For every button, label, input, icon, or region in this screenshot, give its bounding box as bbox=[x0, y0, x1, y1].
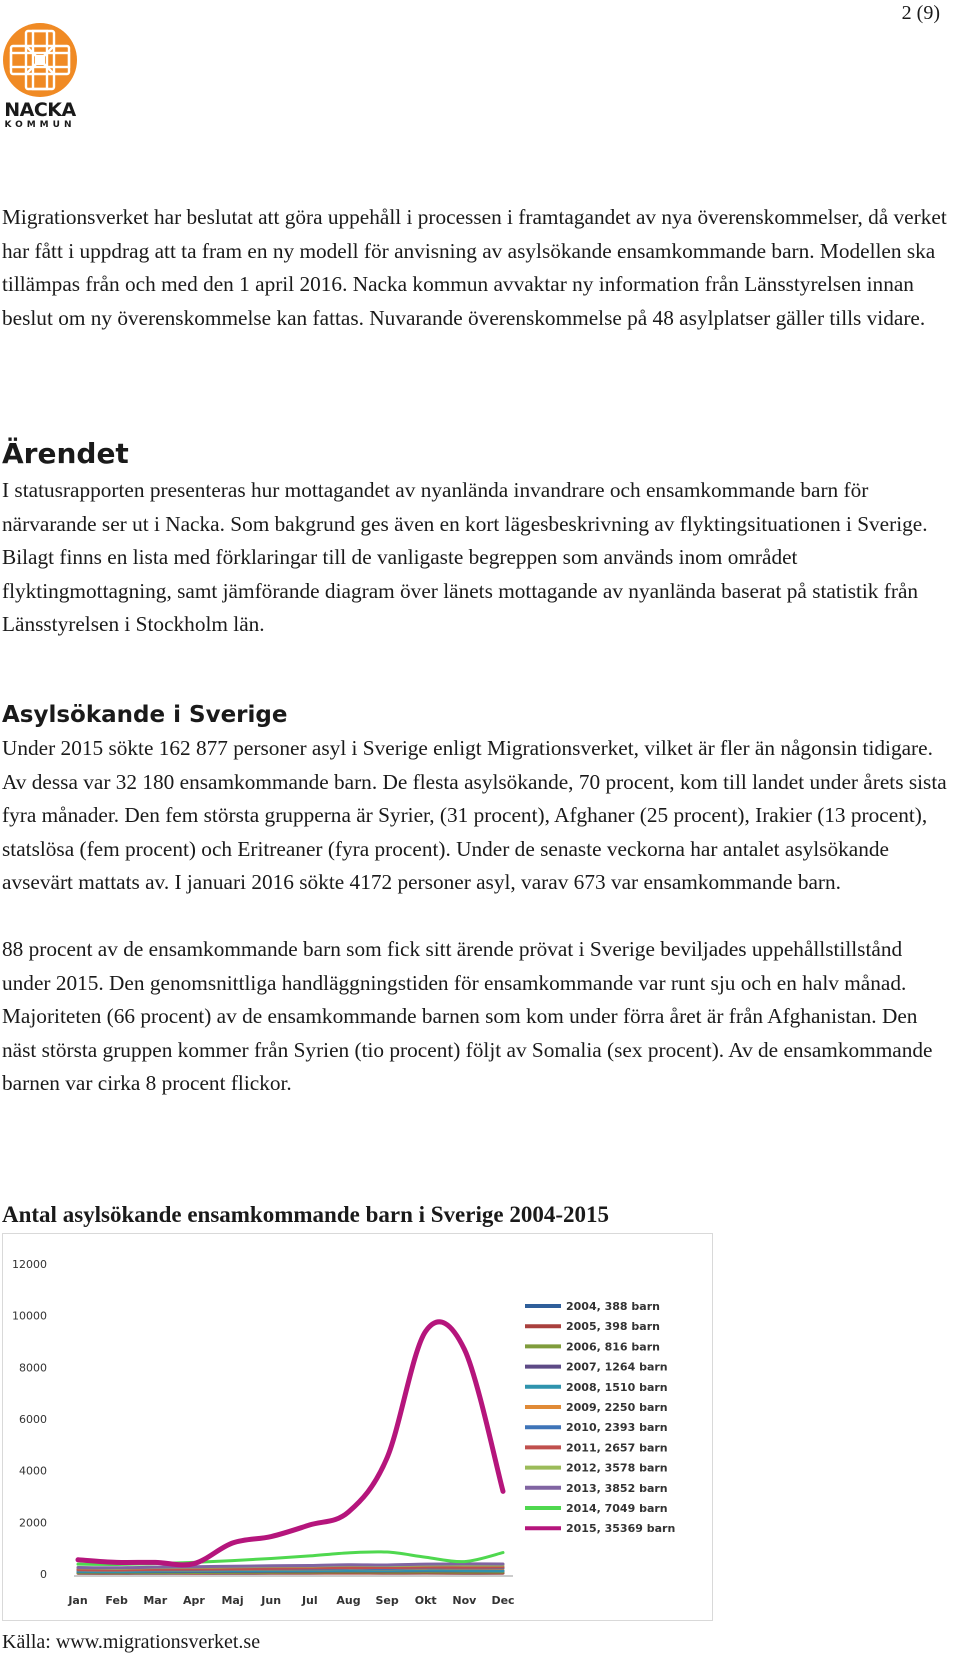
legend-label: 2007, 1264 barn bbox=[566, 1360, 668, 1374]
x-tick-label: Okt bbox=[414, 1594, 437, 1607]
page-number: 2 (9) bbox=[901, 2, 940, 24]
legend-label: 2014, 7049 barn bbox=[566, 1502, 668, 1515]
source-note: Källa: www.migrationsverket.se bbox=[2, 1631, 261, 1653]
asylsokande-paragraph-2: 88 procent av de ensamkommande barn som fick sitt ärende prövat i Sverige beviljades uppehållstillstånd under 2015. Den genomsnittliga handläggningstiden för ensamkommande var runt sju och en halv månad. Majoriteten (66 procent) av de ensamkommande barnen som kom under förra året är från Afghanistan. Den näst största gruppen kommer från Syrien (tio procent) följt av Somalia (sex procent). Av de ensamkommande barnen var cirka 8 procent flickor. bbox=[2, 936, 933, 1096]
section-arendet bbox=[2, 434, 947, 642]
line-chart bbox=[2, 1233, 713, 1621]
legend-label: 2010, 2393 barn bbox=[566, 1421, 668, 1435]
x-tick-label: Nov bbox=[452, 1594, 477, 1607]
legend-label: 2005, 398 barn bbox=[566, 1320, 660, 1334]
x-tick-label: Jan bbox=[68, 1594, 88, 1607]
legend-label: 2008, 1510 barn bbox=[566, 1380, 668, 1394]
x-tick-label: Aug bbox=[336, 1594, 361, 1607]
legend-label: 2006, 816 barn bbox=[566, 1340, 660, 1354]
x-tick-label: Maj bbox=[221, 1594, 244, 1607]
x-tick-label: Feb bbox=[105, 1594, 128, 1607]
section-asylsokande bbox=[2, 698, 947, 1101]
nacka-logo bbox=[0, 22, 80, 134]
x-tick-label: Jun bbox=[261, 1594, 282, 1607]
y-tick-label: 4000 bbox=[19, 1464, 47, 1478]
legend-label: 2013, 3852 barn bbox=[566, 1481, 668, 1495]
series-line bbox=[78, 1322, 503, 1565]
chart-svg bbox=[3, 1234, 712, 1620]
arendet-paragraph: I statusrapporten presenteras hur mottagandet av nyanlända invandrare och ensamkommande barn för närvarande ser ut i Nacka. Som bakgrund ges även en kort lägesbeskrivning av flyktingsituationen i Sverige. Bilagt finns en lista med förklaringar till de vanligaste begreppen som används inom området flyktingmottagning, samt jämförande diagram över länets mottagande av nyanlända baserat på statistik från Länsstyrelsen i Stockholm län. bbox=[2, 478, 928, 637]
legend-label: 2011, 2657 barn bbox=[566, 1441, 668, 1455]
legend-label: 2012, 3578 barn bbox=[566, 1461, 668, 1475]
y-tick-label: 6000 bbox=[19, 1413, 47, 1426]
intro-block bbox=[2, 201, 947, 335]
y-tick-label: 12000 bbox=[12, 1258, 47, 1271]
logo-wordmark bbox=[0, 100, 80, 130]
y-tick-label: 0 bbox=[40, 1568, 47, 1581]
chart-title-block bbox=[2, 1200, 947, 1230]
x-tick-label: Dec bbox=[491, 1594, 515, 1607]
nacka-emblem-icon bbox=[2, 22, 78, 98]
x-tick-label: Sep bbox=[375, 1594, 399, 1607]
legend-label: 2004, 388 barn bbox=[566, 1300, 660, 1313]
x-tick-label: Jul bbox=[301, 1594, 318, 1607]
chart-title: Antal asylsökande ensamkommande barn i Sverige 2004-2015 bbox=[2, 1202, 609, 1227]
legend-label: 2015, 35369 barn bbox=[566, 1522, 676, 1536]
section-heading-asylsokande: Asylsökande i Sverige bbox=[2, 702, 288, 728]
section-heading-arendet: Ärendet bbox=[2, 437, 129, 470]
asylsokande-paragraph-1: Under 2015 sökte 162 877 personer asyl i Sverige enligt Migrationsverket, vilket är fler än någonsin tidigare. Av dessa var 32 180 ensamkommande barn. De flesta asylsökande, 70 procent, kom till landet under årets sista fyra månader. Den fem största grupperna är Syrier, (31 procent), Afghaner (25 procent), Irakier (13 procent), statslösa (fem procent) och Eritreaner (fyra procent). Under de senaste veckorna har antalet asylsökande avsevärt mattats av. I januari 2016 sökte 4172 personer asyl, varav 673 var ensamkommande barn. bbox=[2, 736, 947, 895]
y-tick-label: 8000 bbox=[19, 1361, 47, 1375]
intro-paragraph: Migrationsverket har beslutat att göra uppehåll i processen i framtagandet av nya överenskommelser, då verket har fått i uppdrag att ta fram en ny modell för anvisning av asylsökande ensamkommande barn. Modellen ska tillämpas från och med den 1 april 2016. Nacka kommun avvaktar ny information från Länsstyrelsen innan beslut om ny överenskommelse kan fattas. Nuvarande överenskommelse på 48 asylplatser gäller tills vidare. bbox=[2, 205, 947, 330]
legend-label: 2009, 2250 barn bbox=[566, 1401, 668, 1414]
logo-name: NACKA bbox=[4, 99, 76, 121]
logo-sub: KOMMUN bbox=[4, 120, 76, 130]
x-tick-label: Mar bbox=[143, 1594, 168, 1607]
y-tick-label: 10000 bbox=[12, 1309, 47, 1323]
x-tick-label: Apr bbox=[183, 1594, 205, 1607]
y-tick-label: 2000 bbox=[19, 1516, 47, 1530]
